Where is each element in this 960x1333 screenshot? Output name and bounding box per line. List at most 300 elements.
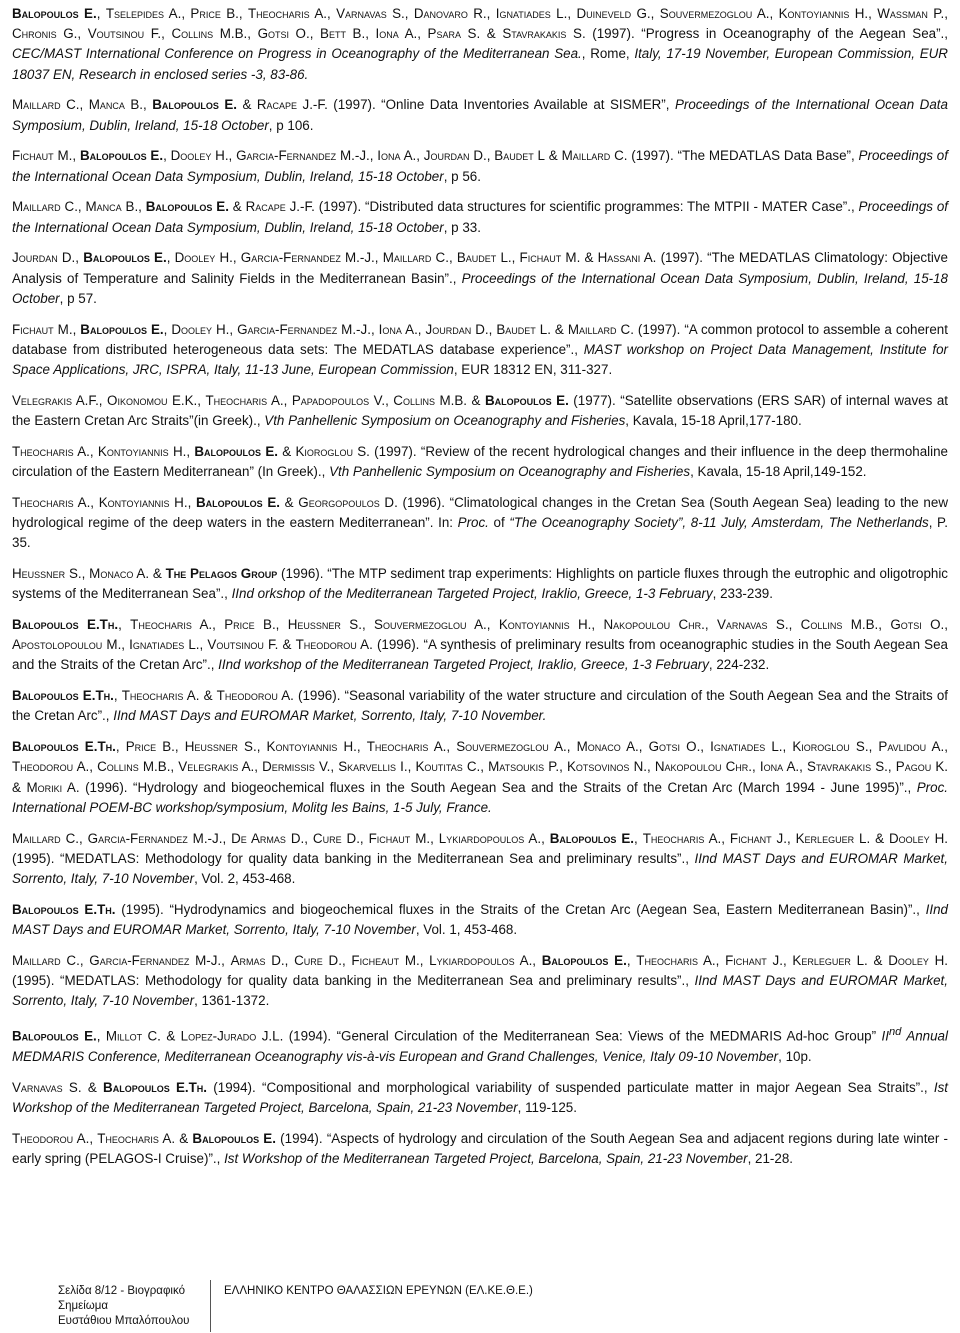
reference-text-run: , [115,739,126,755]
reference-entry [12,615,948,676]
reference-text-run: , [81,566,90,582]
reference-text-run: , [256,739,267,755]
reference-text-run: , [275,617,288,633]
reference-text-run: II [881,1028,889,1044]
reference-text-run: Kioroglou S. [295,443,370,459]
reference-text-run: Baudet L. [456,250,512,266]
reference-text-run: Maillard C. [382,250,449,266]
reference-text-run: Kerleguer L. [792,952,868,968]
reference-text-run: , [782,952,793,968]
reference-text-run: Theocharis A. [248,6,327,21]
reference-text-run: (1997). “Review of the recent hydrological changes and their influence in the deep thermohaline circulation of the Eastern Mediterranean” (In Greek)., [12,443,948,480]
reference-text-run: , [365,26,376,42]
reference-text-run: Balopoulos E. [145,199,229,215]
reference-text-run: Ignatiades L. [129,637,200,653]
reference-text-run: , [488,321,497,337]
reference-text-run: Maillard C. [567,321,634,337]
reference-text-run: & [149,566,166,582]
reference-text-run: Velegrakis A. [178,759,255,775]
reference-text-run: Ist Workshop of the Mediterranean Targeted Project, Barcelona, Spain, 21-23 November [12,1079,948,1115]
reference-entry [12,1129,948,1169]
reference-text-run: , [359,830,369,846]
reference-text-run: Italy, 17-19 November, European Commission, EUR 18037 EN, Research in enclosed series -3, 83-86. [12,46,948,82]
reference-text-run: Nakopoulou Chr. [654,759,753,775]
reference-text-run: (1995). “MEDATLAS: Methodology for quality data banking in the Mediterranean Sea and preliminary results”., [12,850,695,866]
footer-page-number: Σελίδα 8/12 - Βιογραφικό [58,1285,185,1297]
reference-text-run: , [944,739,948,755]
reference-text-run: , [174,739,185,755]
reference-text-run: , [77,199,86,215]
reference-entry [12,320,948,381]
reference-text-run: Fichaut M. [12,321,73,337]
reference-text-run: Monaco A. [89,566,150,582]
reference-text-run: , P. 35. [12,515,948,551]
reference-text-run: , [163,321,172,337]
reference-text-run: Gotsi O. [257,26,310,42]
reference-text-run: , [232,250,241,266]
reference-text-run: (1977). “Satellite observations (ERS SAR) of internal waves at the Eastern Cretan Arc Straits”(in Greek)., [12,392,948,429]
reference-text-run: Souvermezoglou A. [659,6,770,21]
reference-text-run: Manca B. [85,199,139,215]
reference-text-run: Balopoulos E. [12,6,97,21]
reference-text-run: Theocharis A. [12,443,90,459]
reference-text-run: , [650,6,660,21]
reference-text-run: , p 33. [443,219,481,235]
reference-text-run: , [228,148,237,164]
reference-text-run: , [721,830,730,846]
reference-text-run: , [187,494,196,510]
reference-text-run: Oikonomou E.K. [107,392,198,408]
reference-entry [12,248,948,309]
reference-text-run: (1994). “Compositional and morphological variability of suspended particulate matter in major Aegean Sea Straits”., [207,1079,934,1095]
reference-text-run: , [170,759,179,775]
reference-text-run: , Kavala, 15-18 April,177-180. [625,413,802,429]
footer-organization: ΕΛΛΗΝΙΚΟ ΚΕΝΤΡΟ ΘΑΛΑΣΣΙΩΝ ΕΡΕΥΝΩΝ (ΕΛ.ΚΕ.Θ.Ε.) [224,1285,533,1297]
reference-text-run: Chronis G. [12,26,78,42]
reference-text-run: (1994). “Aspects of hydrology and circulation of the South Aegean Sea and adjacent regions during late winter - early spring (PELAGOS-I Cruise)”., [12,1130,949,1166]
reference-entry [12,564,948,604]
reference-text-run: , [212,617,225,633]
reference-text-run: Balopoulos E. [195,494,280,510]
reference-text-run: Skarvellis I. [338,759,408,775]
reference-text-run: Jourdan D. [423,148,487,164]
reference-text-run: Psara S. [427,26,481,42]
reference-text-run: Ist Workshop of the Mediterranean Targeted Project, Barcelona, Spain, 21-23 November [224,1150,748,1166]
reference-text-run: “The Oceanography Society”, 8-11 July, Amsterdam, The Netherlands [509,515,929,531]
reference-text-run: Balopoulos E. [79,148,164,164]
reference-text-run: Danovaro R. [413,6,487,21]
reference-entry [12,737,948,818]
reference-text-run: , [326,6,337,21]
reference-text-run: Matsoukis P. [488,759,560,775]
footer-divider [210,1280,211,1332]
reference-text-run: Theocharis A. [130,617,213,633]
reference-text-run: (1997). “A common protocol to assemble a coherent database from distributed heterogeneous data sets: The MEDATLAS database experience”., [12,321,948,357]
reference-text-run: , [532,952,542,968]
reference-text-run: Armas D. [230,952,285,968]
reference-text-run: , [199,637,208,653]
reference-text-run: Iona A. [759,759,800,775]
reference-text-run: Bett B. [320,26,366,42]
reference-text-run: Balopoulos E. [484,392,569,408]
reference-text-run: , [638,739,649,755]
reference-text-run: (1995). “MEDATLAS: Methodology for quality data banking in the Mediterranean Sea and preliminary results”., [12,973,695,989]
reference-text-run: Kotsovinos N. [567,759,647,775]
reference-text-run: Maillard C. [12,199,78,215]
reference-text-run: Collins M.B. [800,617,879,633]
reference-entry [12,95,948,135]
reference-text-run: Fichaut M. [12,148,73,164]
reference-text-run: Balopoulos E.Th. [12,617,119,633]
reference-entry [12,197,948,237]
reference-text-run: (1994). “General Circulation of the Mediterranean Sea: Views of the MEDMARIS Ad-hoc Group” [283,1028,882,1044]
reference-text-run: Hassani A. [597,250,657,266]
reference-text-run: Price B. [224,617,276,633]
reference-text-run: (1997). “The MEDATLAS Data Base”, [627,148,859,164]
footer-cv-label: Σημείωμα [58,1300,109,1312]
reference-text-run: , [704,617,717,633]
reference-text-run: (1996). “Climatological changes in the Cretan Sea (South Aegean Sea) leading to the new hydrological regime of the deep waters in the eastern Mediterranean”. In: [12,494,948,531]
reference-text-run: Dermissis V. [262,759,331,775]
reference-text-run: The Pelagos Group [165,566,278,582]
reference-text-run: Proc. [457,515,489,531]
reference-text-run: , [944,617,948,633]
reference-text-run: , [782,739,793,755]
reference-text-run: , [304,830,313,846]
reference-text-run: & [277,443,296,459]
reference-text-run: , [89,1130,98,1146]
reference-text-run: Cure D. [294,952,342,968]
reference-text-run: Price B. [190,6,239,21]
reference-text-run: , [89,759,98,775]
reference-text-run: , [486,6,496,21]
reference-text-run: (1997). “Progress in Oceanography of the Aegean Sea”., [585,26,948,42]
reference-text-run: Wassman P. [877,6,945,21]
reference-text-run: Gotsi O. [890,617,945,633]
reference-text-run: Balopoulos E.Th. [12,739,116,755]
reference-text-run: , 233-239. [712,586,773,602]
reference-text-run: Balopoulos E.Th. [12,901,116,917]
reference-text-run: , [96,6,106,21]
reference-text-run: Theocharis A. [636,952,716,968]
reference-text-run: Heussner S. [12,566,82,582]
reference-text-run: , [90,494,99,510]
reference-text-run: Proceedings of the International Ocean Data Symposium, Dublin, Ireland, 15-18 October [12,199,948,235]
reference-text-run: , [786,830,796,846]
reference-text-run: Fichant J. [729,830,787,846]
reference-text-run: , [419,952,430,968]
reference-text-run: Racape J.-F. [256,97,328,113]
reference-text-run: Iona A. [378,321,418,337]
reference-text-run: , [77,26,88,42]
reference-text-run: Proceedings of the International Ocean Data Symposium, Dublin, Ireland, 15-18 October [12,270,949,306]
reference-text-run: Baudet L [494,148,545,164]
reference-text-run: , [417,321,426,337]
reference-text-run: Baudet L. [496,321,551,337]
reference-text-run: Stavrakakis S. [502,26,586,42]
reference-text-run: Manca B. [88,97,143,113]
reference-text-run: IInd MAST Days and EUROMAR Market, Sorrento, Italy, 7-10 November. [113,708,547,724]
reference-text-run: , [416,148,424,164]
reference-text-run: , Rome, [581,46,635,62]
reference-text-run: , [161,26,172,42]
footer-page-info [58,1284,208,1329]
reference-text-run: , [559,759,567,775]
reference-text-run: Balopoulos E.Th. [12,688,114,704]
reference-text-run: Kontoyiannis H. [266,739,357,755]
reference-text-run: Duineveld G. [576,6,651,21]
reference-text-run: , [715,952,726,968]
reference-text-run: , [511,250,520,266]
reference-text-run: , [166,250,175,266]
reference-text-run: Theodorou A. [216,688,294,704]
reference-text-run: Dooley H. [171,321,230,337]
reference-text-run: Balopoulos E. [194,443,278,459]
reference-text-run: Iona A. [375,26,418,42]
reference-text-run: , [566,739,577,755]
reference-text-run: Collins M.B. [393,392,468,408]
reference-text-run: , [541,830,550,846]
reference-text-run: , [752,759,760,775]
reference-text-run: , 224-232. [708,657,770,673]
reference-text-run: & [81,1079,104,1095]
reference-text-run: , [361,617,375,633]
reference-text-run: , [868,6,878,21]
reference-text-run: , [370,321,379,337]
reference-text-run: Koutitas C. [415,759,481,775]
reference-text-run: Souvermezoglou A. [456,739,567,755]
reference-text-run: Theodorou A. [12,759,90,775]
reference-text-run: , [799,759,808,775]
reference-text-run: Jourdan D. [12,250,76,266]
reference-text-run: Proc. International POEM-BC workshop/symposium, Molitg les Bains, 1-5 July, France. [12,779,949,815]
reference-text-run: (1996). “The MTP sediment trap experiments: Highlights on particle fluxes through the eutrophic and oligotrophic systems of the Mediterranean Sea”., [12,566,949,602]
reference-entry [12,1078,948,1118]
reference-text-run: Kontoyiannis H. [98,494,188,510]
reference-text-run: IInd MAST Days and EUROMAR Market, Sorrento, Italy, 7-10 November [12,850,948,887]
reference-entry [12,951,948,1012]
reference-entry [12,391,948,431]
reference-text-run: , [143,97,153,113]
reference-text-run: Proceedings of the International Ocean Data Symposium, Dublin, Ireland, 15-18 October [12,97,948,133]
reference-text-run: Theocharis A. [12,494,91,510]
reference-text-run: , [788,617,801,633]
reference-text-run: & [228,199,246,215]
reference-text-run: , [480,759,489,775]
reference-text-run: & [580,250,598,266]
reference-text-run: , [446,739,457,755]
reference-text-run: , [197,392,206,408]
reference-entry [12,900,948,940]
reference-text-run: Vth Panhellenic Symposium on Oceanography and Fisheries [264,413,626,429]
reference-text-run: Ficheaut M. [351,952,420,968]
reference-text-run: , [887,759,896,775]
reference-text-run: & [236,97,257,113]
reference-text-run: & [175,1130,193,1146]
reference-text-run: Kioroglou S. [792,739,869,755]
reference-text-run: Pagou K. [895,759,948,775]
reference-text-run: & [870,830,889,846]
reference-text-run: , [634,830,643,846]
reference-text-run: Voutsinou F. [207,637,279,653]
reference-text-run: Maillard C. [12,830,79,846]
reference-text-run: Varnavas S. [716,617,789,633]
reference-text-run: , [407,759,416,775]
reference-text-run: , [79,97,89,113]
reference-text-run: MAST workshop on Project Data Management, Institute for Space Applications, JRC, ISPRA, Italy, 11-13 June, European Commission [12,341,948,378]
reference-text-run: Garcia-Fernandez M.-J. [87,830,223,846]
reference-text-run: Balopoulos E. [80,321,164,337]
reference-text-run: Dooley H. [889,830,949,846]
reference-text-run: Pavlidou A. [878,739,945,755]
reference-text-run: , [591,617,604,633]
reference-text-run: , [626,952,637,968]
reference-text-run: & [467,392,485,408]
reference-text-run: Heussner S. [184,739,257,755]
reference-text-run: , [247,26,258,42]
reference-text-run: Lykiardopoulos A. [438,830,542,846]
reference-text-run: Maillard C. [561,148,628,164]
reference-text-run: , [417,26,428,42]
reference-text-run: Price B. [125,739,175,755]
reference-text-run: Balopoulos E. [549,830,635,846]
reference-text-run: of [488,515,510,531]
reference-text-run: , [181,6,191,21]
reference-text-run: Tselepides A. [105,6,182,21]
reference-text-run: Kontoyiannis H. [778,6,869,21]
reference-text-run: Souvermezoglou A. [374,617,487,633]
reference-text-run: Apostolopoulou M. [12,637,122,653]
reference-text-run: & [480,26,503,42]
reference-text-run: (1997). “The MEDATLAS Climatology: Objective Analysis of Temperature and Salinity Fields in the Mediterranean Basin”., [12,250,948,286]
reference-text-run: , [356,739,367,755]
reference-text-run: (1997). “Online Data Inventories Available at SISMER”, [327,97,675,113]
reference-text-run: , [72,321,81,337]
reference-text-run: , [448,250,457,266]
reference-text-run: , 119-125. [517,1099,577,1115]
reference-text-run: & [160,1028,181,1044]
reference-text-run: , [430,830,439,846]
reference-text-run: Garcia-Fernandez M-J. [89,952,222,968]
reference-text-run: Papadopoulos V. [291,392,386,408]
reference-text-run: Monaco A. [576,739,639,755]
reference-entry [12,686,948,726]
reference-text-run: , [769,6,779,21]
reference-text-run: Racape J.-F. [245,199,315,215]
reference-text-run: , [79,830,88,846]
reference-text-run: , [118,617,131,633]
reference-text-run: , [404,6,414,21]
reference-entry [12,829,948,890]
reference-text-run: , [254,759,263,775]
reference-text-run: & [12,779,27,795]
reference-text-run: Theocharis A. [205,392,284,408]
reference-text-run: , [138,199,146,215]
reference-text-run: , [369,148,378,164]
reference-text-run: Lykiardopoulos A. [429,952,533,968]
reference-text-run: , [486,617,499,633]
reference-text-run: , [163,148,171,164]
reference-text-run: , [238,6,248,21]
reference-text-run: , p 56. [443,168,481,184]
reference-text-run: (1995). “Hydrodynamics and biogeochemical fluxes in the Straits of the Cretan Arc (Aegean Sea, Eastern Mediterranean Basin)”., [115,901,926,917]
reference-text-run: , [878,617,891,633]
reference-text-run: Garcia-Fernandez M.-J. [236,148,370,164]
reference-text-run: nd [888,1026,902,1039]
reference-text-run: Annual MEDMARIS Conference, Mediterranean Oceanography vis-à-vis European and Grand Challenges, Venice, Italy 09-10 November [12,1028,948,1064]
reference-text-run: Dooley H. [888,952,948,968]
reference-text-run: , [221,952,231,968]
reference-text-run: Balopoulos E. [152,97,237,113]
reference-text-run: & [279,494,299,510]
reference-text-run: , 21-28. [747,1150,794,1166]
reference-text-run: , [98,392,108,408]
reference-text-run: , [868,739,879,755]
reference-text-run: Balopoulos E. [541,952,627,968]
reference-text-run: Georgopoulos D. [298,494,398,510]
reference-text-run: , [341,952,352,968]
reference-text-run: Collins M.B. [171,26,248,42]
reference-text-run: Voutsinou F. [87,26,162,42]
reference-text-run: , Vol. 2, 453-468. [194,871,296,887]
reference-text-run: Jourdan D. [425,321,489,337]
reference-text-run: , 1361-1372. [194,993,270,1009]
reference-text-run: Collins M.B. [97,759,171,775]
reference-text-run: Heussner S. [287,617,362,633]
reference-text-run: , 10p. [778,1048,812,1064]
reference-text-run: , [374,250,383,266]
reference-text-run: Ignatiades L. [495,6,568,21]
reference-text-run: , p 106. [268,117,314,133]
reference-text-run: Nakopoulou Chr. [603,617,705,633]
reference-text-run: Fichaut M. [519,250,581,266]
reference-text-run: Balopoulos E.Th. [103,1079,208,1095]
reference-text-run: Balopoulos E. [192,1130,276,1146]
reference-text-run: Maillard C. [12,97,80,113]
reference-text-run: De Armas D. [231,830,305,846]
reference-text-run: Millot C. [105,1028,161,1044]
reference-text-run: (1996). “Seasonal variability of the water structure and circulation of the South Aegean Sea and the Straits of the Cretan Arc”., [12,688,949,724]
reference-text-run: , [646,759,655,775]
reference-text-run: Balopoulos E. [12,1028,97,1044]
reference-text-run: Theodorou A. [12,1130,90,1146]
reference-text-run: Varnavas S. [336,6,405,21]
reference-text-run: Lopez-Jurado J.L. [180,1028,284,1044]
reference-text-run: Cure D. [312,830,360,846]
reference-entry [12,1022,948,1067]
reference-text-run: Garcia-Fernandez M.-J. [237,321,371,337]
reference-text-run: , [79,952,90,968]
reference-text-run: , [113,688,122,704]
reference-entry [12,442,948,482]
reference-text-run: Fichaut M. [368,830,431,846]
reference-text-run: , [283,392,292,408]
reference-text-run: & [544,148,562,164]
reference-text-run: & [199,688,217,704]
reference-text-run: , [75,250,84,266]
reference-text-run: , [229,321,238,337]
reference-entry [12,146,948,186]
reference-text-run: , Kavala, 15-18 April,149-152. [690,464,867,480]
reference-text-run: Varnavas S. [12,1079,82,1095]
reference-text-run: , [72,148,80,164]
reference-text-run: , [89,443,98,459]
reference-text-run: , [284,952,295,968]
reference-text-run: Theocharis A. [642,830,722,846]
reference-text-run: , Vol. 1, 453-468. [415,922,518,938]
reference-text-run: , p 57. [59,290,97,306]
reference-text-run: Maillard C. [12,952,80,968]
